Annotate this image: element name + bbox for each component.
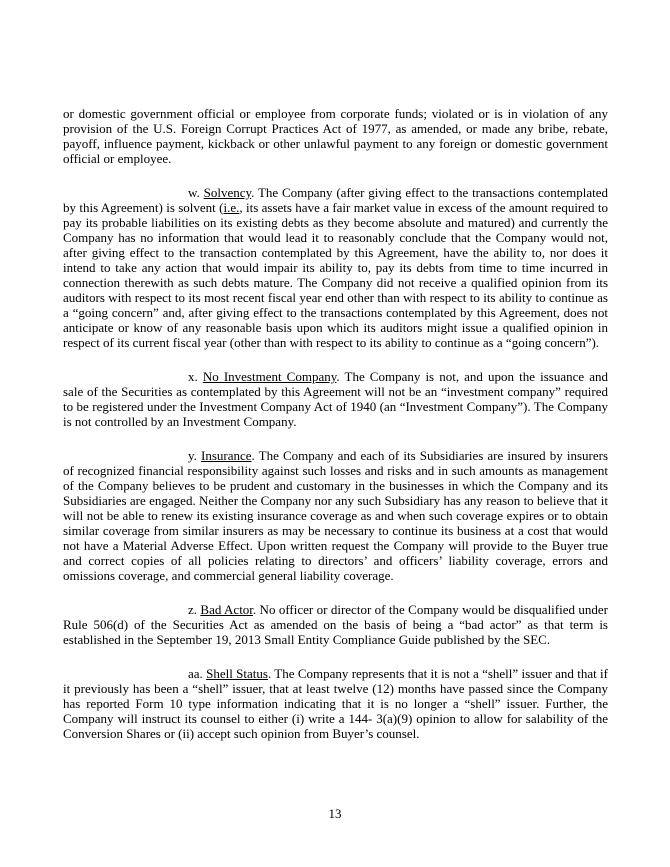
paragraph-bad-actor bbox=[63, 602, 608, 647]
paragraph-shell-status bbox=[63, 666, 608, 741]
underlined-term: No Investment Company bbox=[202, 369, 337, 384]
underlined-term: Bad Actor bbox=[200, 602, 253, 617]
text-run: z. bbox=[188, 602, 201, 617]
text-run: . The Company and each of its Subsidiaries are insured by insurers of recognized financial responsibility against such losses and risks and in such amounts as management of the Company believes to be prudent and customary in the businesses in which the Company and its Subsidiaries are engaged. Neither the Company nor any such Subsidiary has any reason to believe that it will not be able to renew its existing insurance coverage as and when such coverage expires or to obtain similar coverage from similar insurers as may be necessary to continue its business at a cost that would not have a Material Adverse Effect. Upon written request the Company will provide to the Buyer true and correct copies of all policies relating to directors’ and officers’ liability coverage, errors and omissions coverage, and commercial general liability coverage. bbox=[63, 448, 608, 583]
underlined-term: Solvency bbox=[203, 185, 252, 200]
underlined-term: Insurance bbox=[201, 448, 252, 463]
document-body bbox=[63, 106, 608, 760]
text-run: or domestic government official or employee from corporate funds; violated or is in violation of any provision of the U.S. Foreign Corrupt Practices Act of 1977, as amended, or made any bribe, rebate, payoff, influence payment, kickback or other unlawful payment to any foreign or domestic government official or employee. bbox=[63, 106, 608, 166]
underlined-term: Shell Status bbox=[206, 666, 268, 681]
text-run: w. bbox=[188, 185, 204, 200]
paragraph-solvency bbox=[63, 185, 608, 350]
paragraph-fcpa-continuation bbox=[63, 106, 608, 166]
text-run: . The Company (after giving effect to the transactions contemplated by this Agreement) is solvent ( bbox=[63, 185, 608, 215]
paragraph-no-investment-company bbox=[63, 369, 608, 429]
text-run: x. bbox=[188, 369, 203, 384]
text-run: . No officer or director of the Company would be disqualified under Rule 506(d) of the Securities Act as amended on the basis of being a “bad actor” as that term is established in the September 19, 2013 Small Entity Compliance Guide published by the SEC. bbox=[63, 602, 608, 647]
page-number: 13 bbox=[328, 806, 342, 821]
text-run: y. bbox=[188, 448, 202, 463]
text-run: . The Company represents that it is not a “shell” issuer and that if it previously has been a “shell” issuer, that at least twelve (12) months have passed since the Company has reported Form 10 type information indicating that it is no longer a “shell” issuer. Further, the Company will instruct its counsel to either (i) write a 144- 3(a)(9) opinion to allow for salability of the Conversion Shares or (ii) accept such opinion from Buyer’s counsel. bbox=[63, 666, 608, 741]
paragraph-insurance bbox=[63, 448, 608, 583]
text-run: , its assets have a fair market value in excess of the amount required to pay its probable liabilities on its existing debts as they become absolute and matured) and currently the Company has no information that would lead it to reasonably conclude that the Company would not, after giving effect to the transaction contemplated by this Agreement, have the ability to, nor does it intend to take any action that would impair its ability to, pay its debts from time to time incurred in connection therewith as such debts mature. The Company did not receive a qualified opinion from its auditors with respect to its most recent fiscal year end other than with respect to its ability to continue as a “going concern” and, after giving effect to the transactions contemplated by this Agreement, does not anticipate or know of any reasonable basis upon which its auditors might issue a qualified opinion in respect of its current fiscal year (other than with respect to its ability to continue as a “going concern”). bbox=[63, 200, 608, 350]
underlined-term: i.e. bbox=[223, 200, 240, 215]
text-run: aa. bbox=[188, 666, 207, 681]
text-run: . The Company is not, and upon the issuance and sale of the Securities as contemplated by this Agreement will not be an “investment company” required to be registered under the Investment Company Act of 1940 (an “Investment Company”). The Company is not controlled by an Investment Company. bbox=[63, 369, 608, 429]
